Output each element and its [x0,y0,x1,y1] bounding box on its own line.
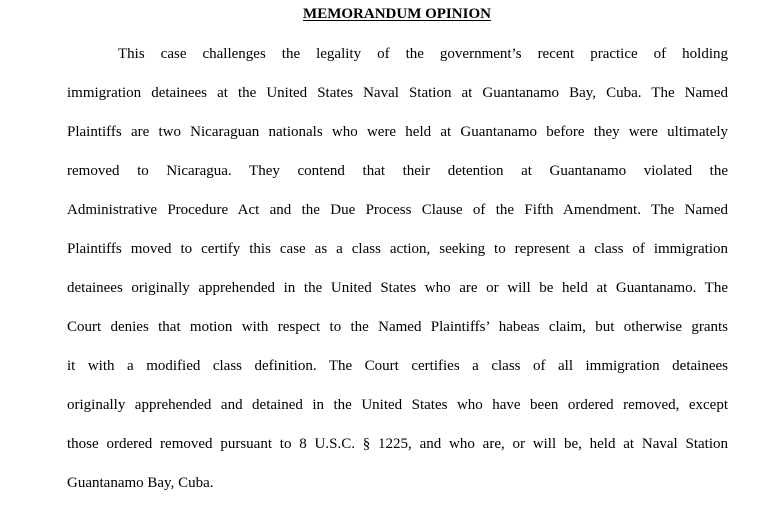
paragraph-line: Guantanamo Bay, Cuba. [67,475,214,491]
paragraph-line: removed to Nicaragua. They contend that their detention at Guantanamo violated the [67,163,728,179]
opinion-paragraph [67,44,728,512]
paragraph-line: originally apprehended and detained in the United States who have been ordered removed, except [67,397,728,413]
paragraph-line: This case challenges the legality of the government’s recent practice of holding [118,46,728,62]
paragraph-line: immigration detainees at the United States Naval Station at Guantanamo Bay, Cuba. The Named [67,85,728,101]
paragraph-line: Administrative Procedure Act and the Due Process Clause of the Fifth Amendment. The Named [67,202,728,218]
memorandum-heading: MEMORANDUM OPINION [303,6,491,22]
paragraph-line: detainees originally apprehended in the United States who are or will be held at Guantanamo. The [67,280,728,296]
paragraph-line: Court denies that motion with respect to the Named Plaintiffs’ habeas claim, but otherwise grants [67,319,728,335]
paragraph-line: it with a modified class definition. The Court certifies a class of all immigration detainees [67,358,728,374]
paragraph-line: those ordered removed pursuant to 8 U.S.C. § 1225, and who are, or will be, held at Naval Station [67,436,728,452]
paragraph-line: Plaintiffs are two Nicaraguan nationals who were held at Guantanamo before they were ultimately [67,124,728,140]
paragraph-line: Plaintiffs moved to certify this case as a class action, seeking to represent a class of immigration [67,241,728,257]
